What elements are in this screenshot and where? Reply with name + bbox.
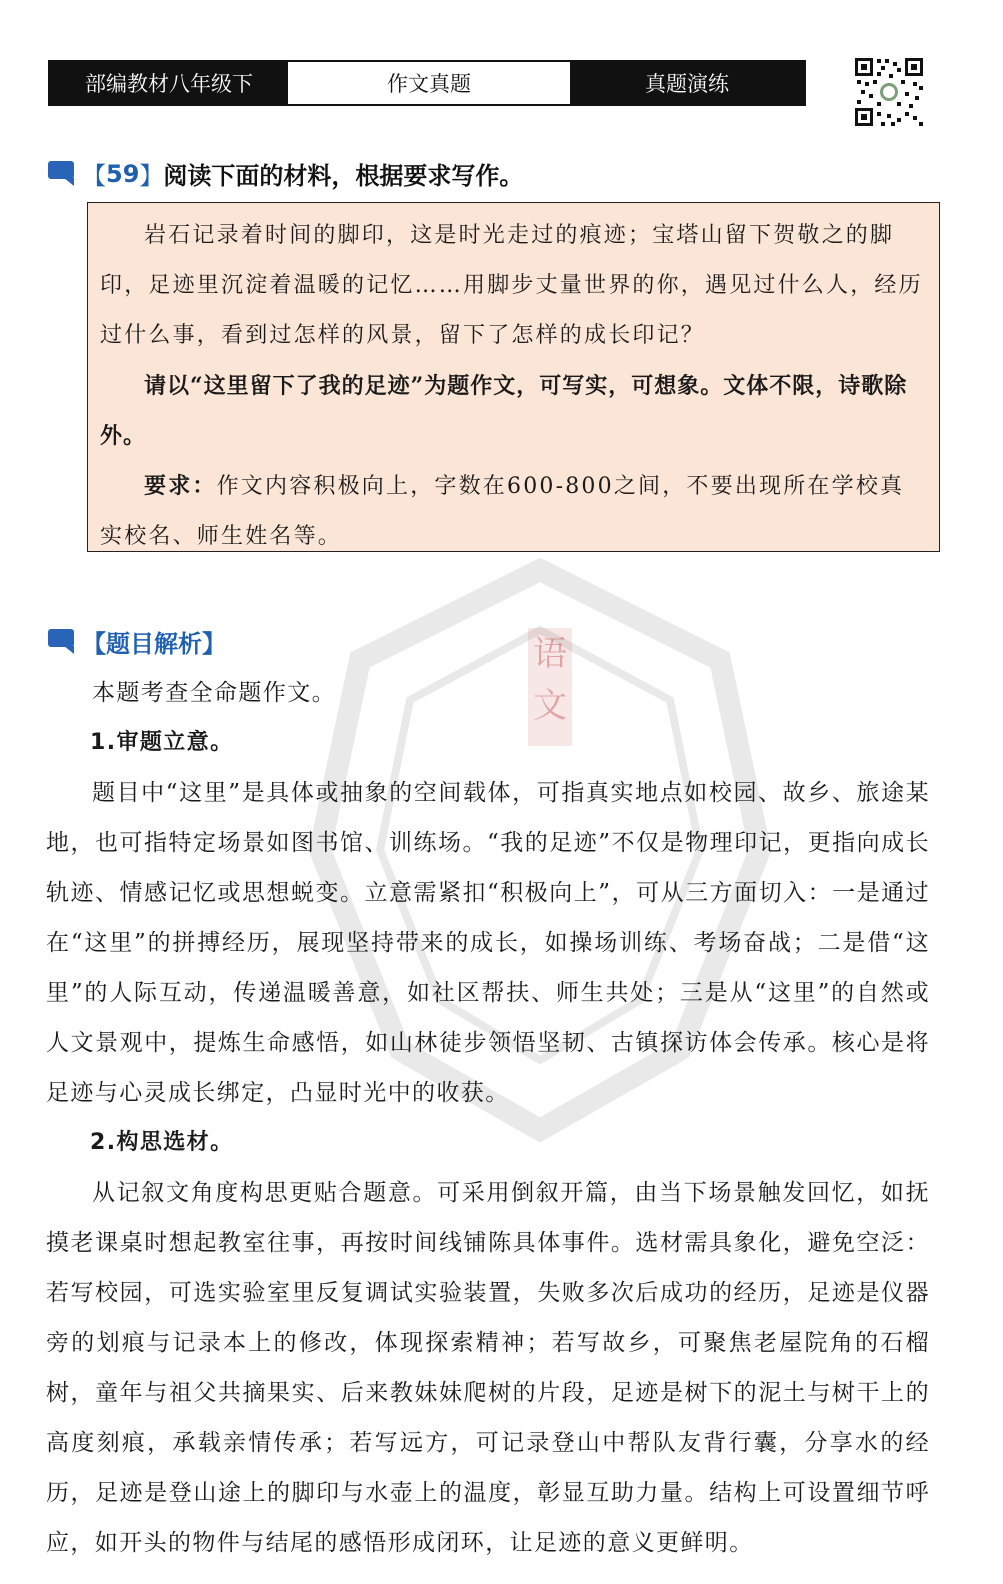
question-number: 59 — [106, 159, 140, 188]
analysis-point1-title: 1.审题立意。 — [90, 730, 234, 755]
header-grade-label: 部编教材八年级下 — [50, 62, 288, 104]
speech-bubble-icon — [48, 161, 76, 187]
speech-bubble-icon — [48, 629, 76, 655]
qr-code-icon — [853, 56, 925, 128]
question-title: 阅读下面的材料，根据要求写作。 — [163, 162, 524, 190]
header-category-label: 作文真题 — [288, 62, 570, 104]
material-prompt: 请以“这里留下了我的足迹”为题作文，可写实，可想象。文体不限，诗歌除外。 — [100, 373, 908, 449]
analysis-intro: 本题考查全命题作文。 — [92, 680, 336, 706]
question-bracket-close: 】 — [139, 162, 164, 190]
material-box — [87, 202, 940, 552]
analysis-point1-text: 题目中“这里”是具体或抽象的空间载体，可指真实地点如校园、故乡、旅途某地，也可指特定场景如图书馆、训练场。“我的足迹”不仅是物理印记，更指向成长轨迹、情感记忆或思想蜕变。立意需紧扣“积极向上”，可从三方面切入：一是通过在“这里”的拼搏经历，展现坚持带来的成长，如操场训练、考场奋战；二是借“这里”的人际互动，传递温暖善意，如社区帮扶、师生共处；三是从“这里”的自然或人文景观中，提炼生命感悟，如山林徒步领悟坚韧、古镇探访体会传承。核心是将足迹与心灵成长绑定，凸显时光中的收获。 — [46, 780, 930, 1106]
question-heading — [48, 156, 523, 191]
analysis-point2-title: 2.构思选材。 — [90, 1130, 234, 1155]
watermark-seal: 语文 — [528, 628, 572, 746]
question-bracket-open: 【 — [82, 162, 106, 190]
analysis-heading — [48, 624, 226, 659]
header-bar — [48, 60, 806, 106]
requirement-label: 要求： — [144, 473, 217, 499]
analysis-heading-text: 【题目解析】 — [82, 630, 226, 658]
requirement-text: 作文内容积极向上，字数在600-800之间，不要出现所在学校真实校名、师生姓名等。 — [100, 474, 905, 549]
material-paragraph: 岩石记录着时间的脚印，这是时光走过的痕迹；宝塔山留下贺敬之的脚印，足迹里沉淀着温暖的记忆……用脚步丈量世界的你，遇见过什么人，经历过什么事，看到过怎样的风景，留下了怎样的成长印记？ — [100, 223, 923, 348]
analysis-point2-text: 从记叙文角度构思更贴合题意。可采用倒叙开篇，由当下场景触发回忆，如抚摸老课桌时想起教室往事，再按时间线铺陈具体事件。选材需具象化，避免空泛：若写校园，可选实验室里反复调试实验装置，失败多次后成功的经历，足迹是仪器旁的划痕与记录本上的修改，体现探索精神；若写故乡，可聚焦老屋院角的石榴树，童年与祖父共摘果实、后来教妹妹爬树的片段，足迹是树下的泥土与树干上的高度刻痕，承载亲情传承；若写远方，可记录登山中帮队友背行囊，分享水的经历，足迹是登山途上的脚印与水壶上的温度，彰显互助力量。结构上可设置细节呼应，如开头的物件与结尾的感悟形成闭环，让足迹的意义更鲜明。 — [46, 1180, 930, 1556]
header-section-label: 真题演练 — [570, 62, 804, 104]
material-requirement — [100, 461, 927, 562]
analysis-body — [46, 668, 930, 1568]
